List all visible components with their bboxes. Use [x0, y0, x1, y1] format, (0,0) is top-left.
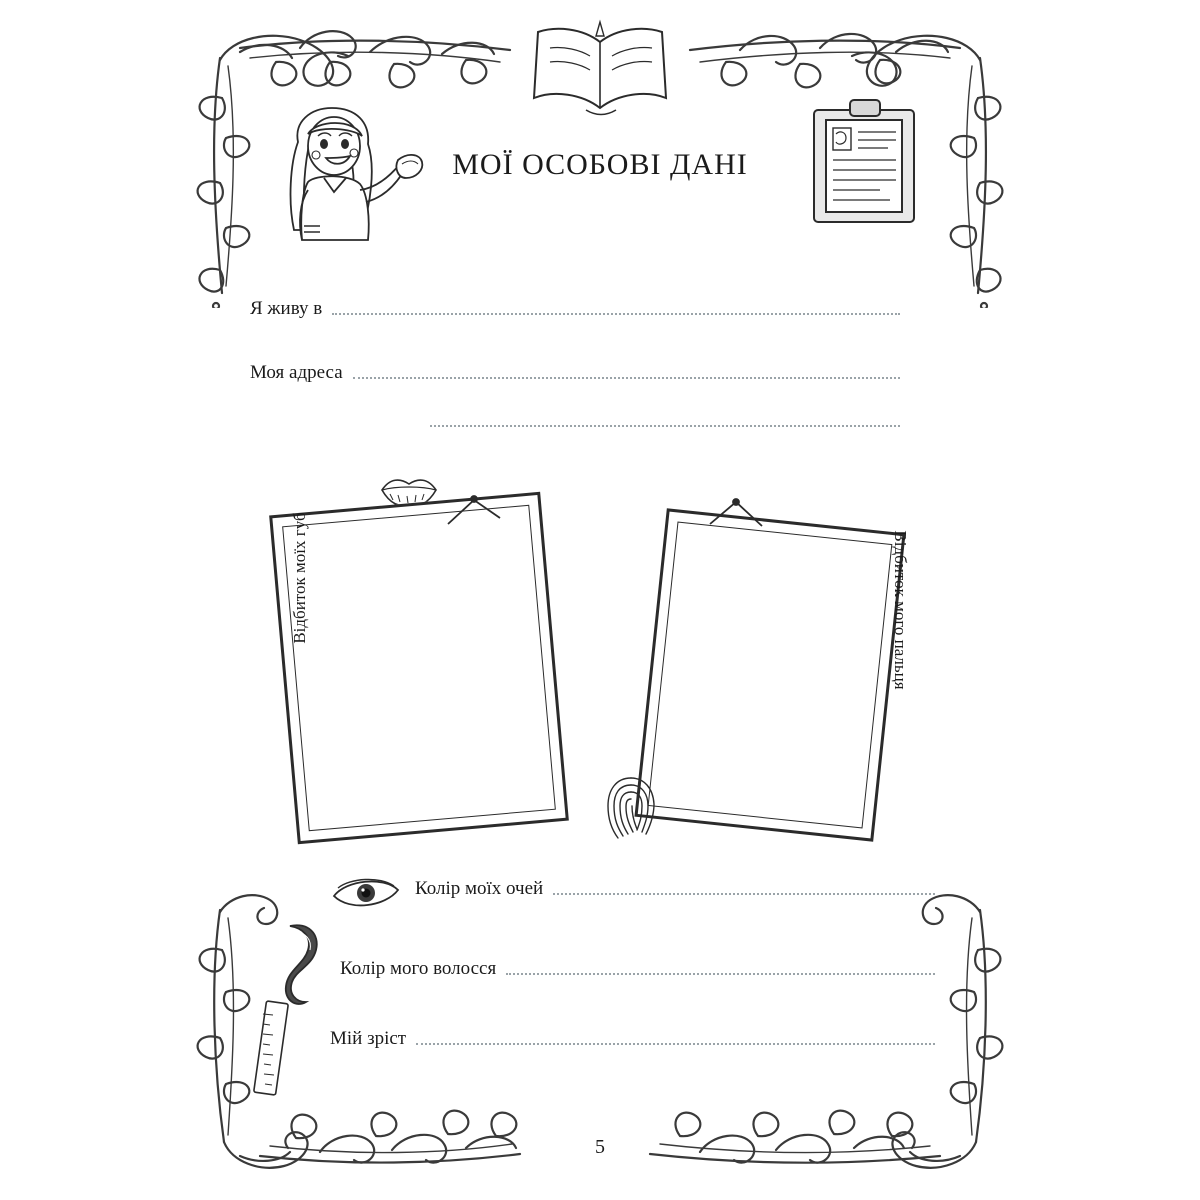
ruler-icon	[248, 998, 296, 1098]
field-row-hair-color	[340, 958, 935, 980]
field-label-address: Моя адреса	[250, 362, 343, 383]
field-input-height[interactable]	[416, 1042, 935, 1045]
field-row-address	[250, 362, 900, 384]
lip-print-frame-border	[269, 492, 569, 844]
frame-hook-left-icon	[440, 492, 510, 528]
field-label-height: Мій зріст	[330, 1028, 407, 1049]
fingerprint-icon	[604, 772, 658, 842]
eye-icon	[330, 872, 402, 916]
field-label-live-in: Я живу в	[250, 298, 323, 319]
field-row-height	[330, 1028, 935, 1050]
field-input-address-line1[interactable]	[353, 376, 900, 379]
lip-print-frame[interactable]	[269, 492, 569, 844]
page-title: МОЇ ОСОБОВІ ДАНІ	[452, 148, 748, 181]
lip-print-frame-inner-border	[282, 505, 556, 831]
frame-hook-right-icon	[700, 496, 770, 532]
field-input-hair-color[interactable]	[506, 972, 935, 975]
field-input-address-line2[interactable]	[430, 424, 900, 427]
finger-print-frame[interactable]	[634, 508, 905, 841]
hair-curl-icon	[278, 920, 326, 1008]
field-row-live-in	[250, 298, 900, 320]
field-input-eye-color[interactable]	[553, 892, 935, 895]
field-row-address-line2	[430, 424, 900, 432]
field-label-eye-color: Колір моїх очей	[415, 878, 544, 899]
page-number: 5	[595, 1136, 605, 1158]
field-label-hair-color: Колір мого волосся	[340, 958, 497, 979]
lip-print-caption: Відбиток моїх губ	[290, 512, 309, 644]
open-book-icon	[520, 14, 680, 124]
finger-print-caption: Відбиток мого пальця	[891, 530, 910, 690]
finger-print-frame-border	[634, 508, 905, 841]
field-input-live-in[interactable]	[332, 312, 900, 315]
field-row-eye-color	[415, 878, 935, 900]
finger-print-frame-inner-border	[648, 521, 893, 828]
